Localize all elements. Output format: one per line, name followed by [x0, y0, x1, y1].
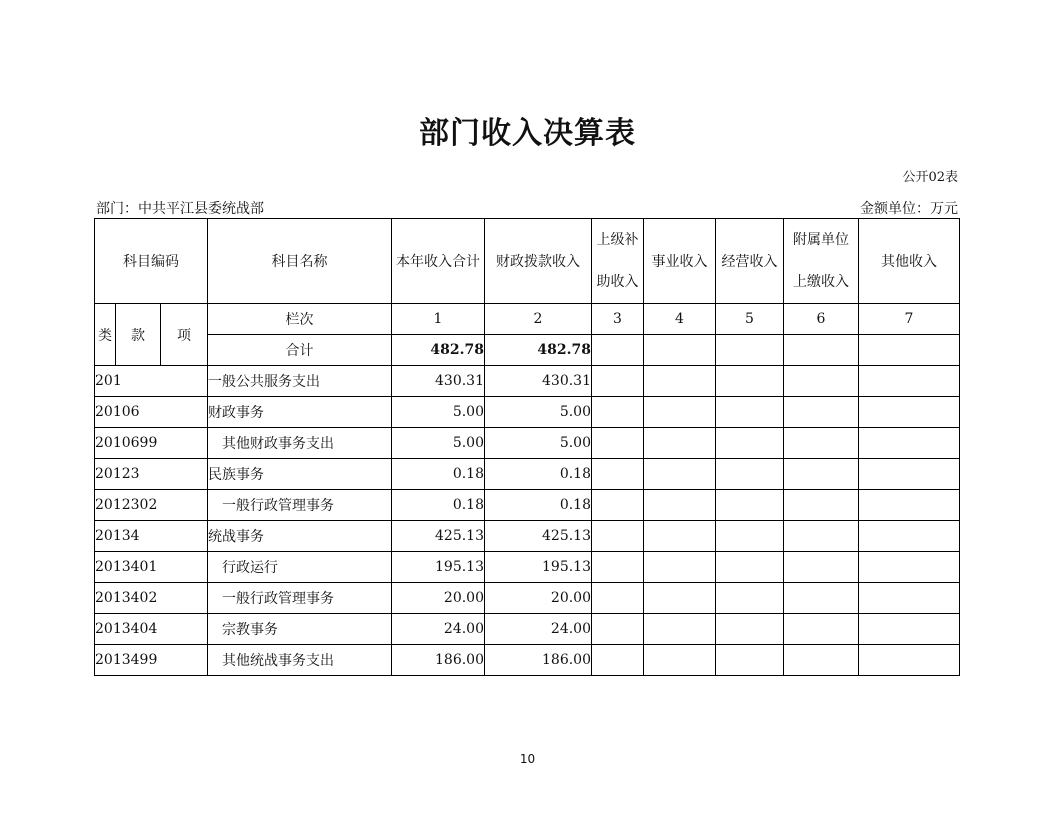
row-name: 财政事务: [208, 397, 392, 428]
empty-cell: [784, 645, 859, 676]
empty-cell: [644, 645, 716, 676]
form-number: 公开02表: [902, 170, 958, 185]
row-name: 行政运行: [208, 552, 392, 583]
table-row: [95, 428, 960, 459]
row-fiscal: 425.13: [485, 521, 592, 552]
subheader-lanci: 栏次: [208, 304, 392, 335]
col-number-3: 3: [592, 304, 644, 335]
header-other: 其他收入: [859, 219, 960, 304]
row-fiscal: 20.00: [485, 583, 592, 614]
row-code: 201: [95, 366, 208, 397]
row-name: 一般行政管理事务: [208, 583, 392, 614]
total-amount: 482.78: [392, 335, 485, 366]
table-row: [95, 521, 960, 552]
amount-unit-label: 金额单位：万元: [860, 201, 958, 217]
empty-cell: [784, 428, 859, 459]
row-code: 2013402: [95, 583, 208, 614]
subheader-xiang: 项: [161, 304, 208, 366]
table-row: [95, 583, 960, 614]
total-label: 合计: [208, 335, 392, 366]
row-fiscal: 430.31: [485, 366, 592, 397]
row-name: 其他财政事务支出: [208, 428, 392, 459]
row-name: 民族事务: [208, 459, 392, 490]
empty-cell: [592, 459, 644, 490]
empty-cell: [716, 552, 784, 583]
empty-cell: [859, 521, 960, 552]
row-fiscal: 0.18: [485, 459, 592, 490]
row-total: 0.18: [392, 490, 485, 521]
table-row: [95, 490, 960, 521]
total-fiscal-amount: 482.78: [485, 335, 592, 366]
row-code: 2013404: [95, 614, 208, 645]
empty-cell: [716, 645, 784, 676]
empty-cell: [592, 552, 644, 583]
empty-cell: [859, 614, 960, 645]
empty-cell: [644, 583, 716, 614]
empty-cell: [784, 490, 859, 521]
header-row: [95, 219, 960, 304]
table-row: [95, 552, 960, 583]
empty-cell: [859, 366, 960, 397]
empty-cell: [859, 583, 960, 614]
row-total: 195.13: [392, 552, 485, 583]
empty-cell: [784, 335, 859, 366]
header-affiliated: [784, 219, 859, 304]
header-upper-subsidy: [592, 219, 644, 304]
row-fiscal: 5.00: [485, 397, 592, 428]
header-affiliated-line2: 上缴收入: [793, 274, 849, 290]
col-number-4: 4: [644, 304, 716, 335]
empty-cell: [859, 459, 960, 490]
row-total: 186.00: [392, 645, 485, 676]
empty-cell: [644, 614, 716, 645]
empty-cell: [644, 428, 716, 459]
row-fiscal: 0.18: [485, 490, 592, 521]
col-number-7: 7: [859, 304, 960, 335]
header-upper-subsidy-line1: 上级补: [596, 232, 639, 248]
row-name: 一般公共服务支出: [208, 366, 392, 397]
row-total: 425.13: [392, 521, 485, 552]
empty-cell: [592, 366, 644, 397]
header-business: 事业收入: [644, 219, 716, 304]
empty-cell: [716, 490, 784, 521]
header-code: 科目编码: [95, 219, 208, 304]
row-code: 2012302: [95, 490, 208, 521]
empty-cell: [716, 428, 784, 459]
row-name: 其他统战事务支出: [208, 645, 392, 676]
empty-cell: [592, 521, 644, 552]
table-row: [95, 459, 960, 490]
row-total: 0.18: [392, 459, 485, 490]
table-row: [95, 366, 960, 397]
empty-cell: [644, 366, 716, 397]
empty-cell: [784, 552, 859, 583]
empty-cell: [784, 521, 859, 552]
row-code: 20134: [95, 521, 208, 552]
row-fiscal: 186.00: [485, 645, 592, 676]
empty-cell: [592, 583, 644, 614]
row-code: 2013499: [95, 645, 208, 676]
empty-cell: [716, 521, 784, 552]
header-upper-subsidy-line2: 助收入: [596, 274, 639, 290]
row-total: 5.00: [392, 428, 485, 459]
row-total: 430.31: [392, 366, 485, 397]
empty-cell: [592, 335, 644, 366]
row-name: 统战事务: [208, 521, 392, 552]
row-fiscal: 195.13: [485, 552, 592, 583]
row-code: 2013401: [95, 552, 208, 583]
department-label: 部门：中共平江县委统战部: [96, 201, 264, 217]
header-affiliated-line1: 附属单位: [793, 232, 849, 248]
page-number: 10: [519, 752, 536, 766]
page-title: 部门收入决算表: [419, 116, 636, 151]
empty-cell: [592, 397, 644, 428]
header-operating: 经营收入: [716, 219, 784, 304]
empty-cell: [592, 645, 644, 676]
empty-cell: [644, 552, 716, 583]
empty-cell: [716, 366, 784, 397]
header-name: 科目名称: [208, 219, 392, 304]
empty-cell: [859, 335, 960, 366]
row-total: 5.00: [392, 397, 485, 428]
empty-cell: [716, 397, 784, 428]
row-fiscal: 5.00: [485, 428, 592, 459]
empty-cell: [716, 335, 784, 366]
col-number-2: 2: [485, 304, 592, 335]
row-name: 宗教事务: [208, 614, 392, 645]
empty-cell: [592, 614, 644, 645]
empty-cell: [644, 521, 716, 552]
subheader-kuan: 款: [116, 304, 161, 366]
row-total: 20.00: [392, 583, 485, 614]
empty-cell: [716, 459, 784, 490]
col-number-6: 6: [784, 304, 859, 335]
empty-cell: [784, 459, 859, 490]
row-code: 20106: [95, 397, 208, 428]
empty-cell: [784, 366, 859, 397]
row-name: 一般行政管理事务: [208, 490, 392, 521]
empty-cell: [644, 335, 716, 366]
header-total: 本年收入合计: [392, 219, 485, 304]
empty-cell: [859, 490, 960, 521]
empty-cell: [859, 552, 960, 583]
empty-cell: [592, 428, 644, 459]
empty-cell: [716, 614, 784, 645]
table-row: [95, 645, 960, 676]
table-row: [95, 397, 960, 428]
income-table: [94, 218, 960, 676]
empty-cell: [859, 645, 960, 676]
col-number-5: 5: [716, 304, 784, 335]
empty-cell: [859, 397, 960, 428]
empty-cell: [859, 428, 960, 459]
empty-cell: [784, 583, 859, 614]
empty-cell: [784, 614, 859, 645]
empty-cell: [644, 459, 716, 490]
row-code: 2010699: [95, 428, 208, 459]
empty-cell: [592, 490, 644, 521]
total-row: [95, 335, 960, 366]
row-total: 24.00: [392, 614, 485, 645]
row-code: 20123: [95, 459, 208, 490]
empty-cell: [784, 397, 859, 428]
col-number-1: 1: [392, 304, 485, 335]
table-row: [95, 614, 960, 645]
column-number-row: [95, 304, 960, 335]
row-fiscal: 24.00: [485, 614, 592, 645]
empty-cell: [644, 490, 716, 521]
empty-cell: [644, 397, 716, 428]
subheader-lei: 类: [95, 304, 116, 366]
empty-cell: [716, 583, 784, 614]
header-fiscal: 财政拨款收入: [485, 219, 592, 304]
